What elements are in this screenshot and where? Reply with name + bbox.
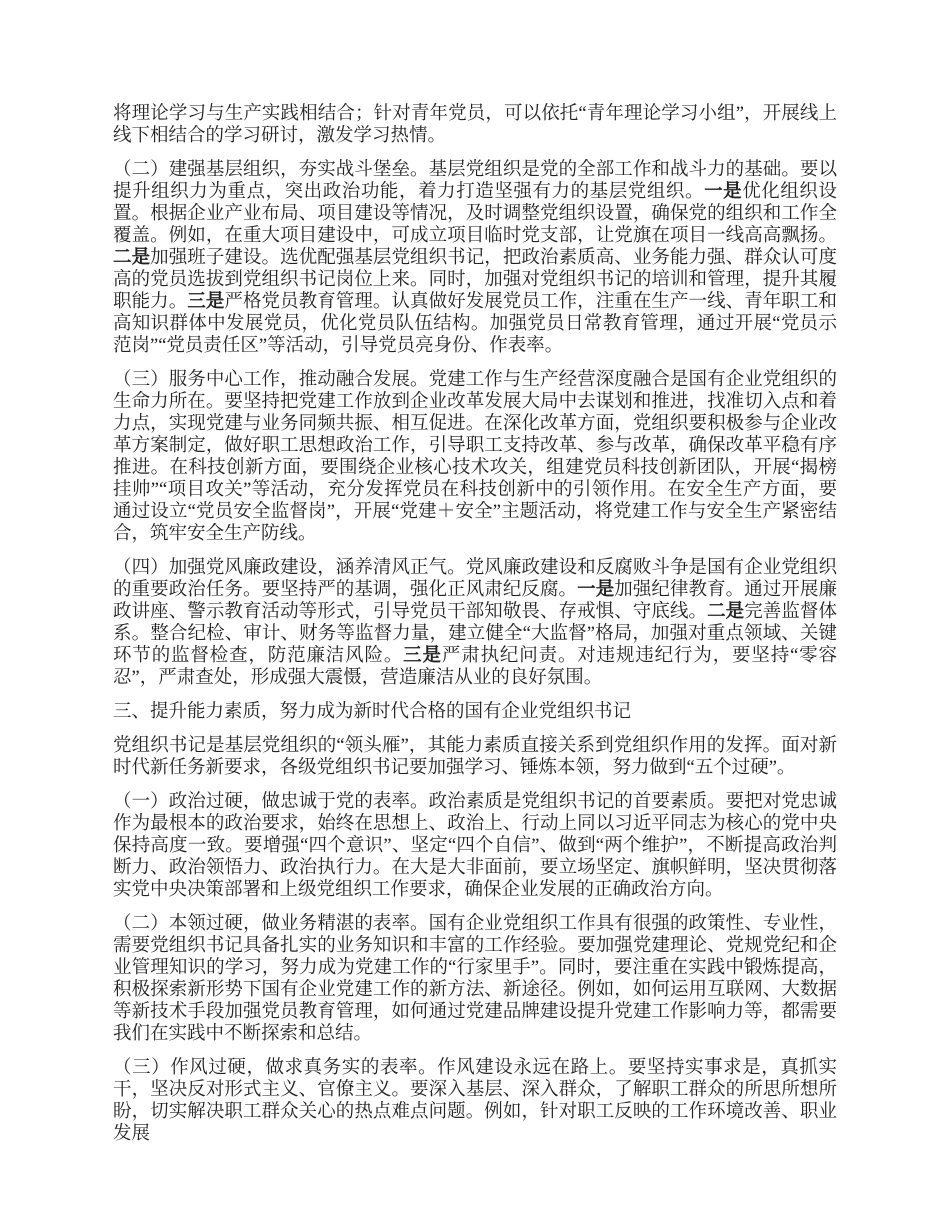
bold-text-run: 二是 xyxy=(113,248,151,268)
bold-text-run: 一是 xyxy=(577,580,615,600)
paragraph xyxy=(113,103,837,147)
bold-text-run: 二是 xyxy=(707,602,745,622)
bold-text-run: 三是 xyxy=(403,646,442,666)
text-run: （三）服务中心工作，推动融合发展。党建工作与生产经营深度融合是国有企业党组织的生命力所在。要坚持把党建工作放到企业改革发展大局中去谋划和推进，找准切入点和着力点，实现党建与业务同频共振、相互促进。在深化改革方面，党组织要积极参与企业改革方案制定，做好职工思想政治工作，引导职工支持改革、参与改革，确保改革平稳有序推进。在科技创新方面，要围绕企业核心技术攻关，组建党员科技创新团队，开展“揭榜挂帅”“项目攻关”等活动，充分发挥党员在科技创新中的引领作用。在安全生产方面，要通过设立“党员安全监督岗”，开展“党建＋安全”主题活动，将党建工作与安全生产紧密结合，筑牢安全生产防线。 xyxy=(113,370,837,544)
paragraph xyxy=(113,735,837,779)
bold-text-run: 三是 xyxy=(187,292,225,312)
text-run: （二）本领过硬，做业务精湛的表率。国有企业党组织工作具有很强的政策性、专业性，需要党组织书记具备扎实的业务知识和丰富的工作经验。要加强党建理论、党规党纪和企业管理知识的学习，努力成为党建工作的“行家里手”。同时，要注重在实践中锻炼提高，积极探索新形势下国有企业党建工作的新方法、新途径。例如，如何运用互联网、大数据等新技术手段加强党员教育管理，如何通过党建品牌建设提升党建工作影响力等，都需要我们在实践中不断探索和总结。 xyxy=(113,914,837,1044)
text-run: 将理论学习与生产实践相结合；针对青年党员，可以依托“青年理论学习小组”，开展线上线下相结合的学习研讨，激发学习热情。 xyxy=(113,104,837,146)
text-run: （一）政治过硬，做忠诚于党的表率。政治素质是党组织书记的首要素质。要把对党忠诚作为最根本的政治要求，始终在思想上、政治上、行动上同以习近平同志为核心的党中央保持高度一致。要增强“四个意识”、坚定“四个自信”、做到“两个维护”，不断提高政治判断力、政治领悟力、政治执行力。在大是大非面前，要立场坚定、旗帜鲜明，坚决贯彻落实党中央决策部署和上级党组织工作要求，确保企业发展的正确政治方向。 xyxy=(113,792,837,900)
document-body xyxy=(113,103,837,1145)
paragraph xyxy=(113,557,837,689)
text-run: 严肃执纪问责。对违规违纪行为，要坚持“零容忍”，严肃查处，形成强大震慑，营造廉洁从业的良好氛围。 xyxy=(113,646,837,688)
text-run: （二）建强基层组织，夯实战斗堡垒。基层党组织是党的全部工作和战斗力的基础。要以提升组织力为重点，突出政治功能，着力打造坚强有力的基层党组织。 xyxy=(113,160,837,202)
text-run: （四）加强党风廉政建设，涵养清风正气。党风廉政建设和反腐败斗争是国有企业党组织的重要政治任务。要坚持严的基调，强化正风肃纪反腐。 xyxy=(113,558,837,600)
paragraph xyxy=(113,159,837,357)
text-run: （三）作风过硬，做求真务实的表率。作风建设永远在路上。要坚持实事求是，真抓实干，坚决反对形式主义、官僚主义。要深入基层、深入群众，了解职工群众的所思所想所盼，切实解决职工群众关心的热点难点问题。例如，针对职工反映的工作环境改善、职业发展 xyxy=(113,1058,837,1144)
text-run: 完善监督体系。整合纪检、审计、财务等监督力量，建立健全“大监督”格局，加强对重点领域、关键环节的监督检查，防范廉洁风险。 xyxy=(113,602,837,666)
paragraph xyxy=(113,913,837,1045)
section-heading xyxy=(113,701,837,723)
paragraph xyxy=(113,1057,837,1145)
text-run: 三、提升能力素质，努力成为新时代合格的国有企业党组织书记 xyxy=(113,702,632,722)
paragraph xyxy=(113,369,837,545)
bold-text-run: 一是 xyxy=(704,182,743,202)
text-run: 加强班子建设。选优配强基层党组织书记，把政治素质高、业务能力强、群众认可度高的党员选拔到党组织书记岗位上来。同时，加强对党组织书记的培训和管理，提升其履职能力。 xyxy=(113,248,837,312)
text-run: 加强纪律教育。通过开展廉政讲座、警示教育活动等形式，引导党员干部知敬畏、存戒惧、守底线。 xyxy=(113,580,837,622)
text-run: 党组织书记是基层党组织的“领头雁”，其能力素质直接关系到党组织作用的发挥。面对新时代新任务新要求，各级党组织书记要加强学习、锤炼本领，努力做到“五个过硬”。 xyxy=(113,736,837,778)
text-run: 严格党员教育管理。认真做好发展党员工作，注重在生产一线、青年职工和高知识群体中发展党员，优化党员队伍结构。加强党员日常教育管理，通过开展“党员示范岗”“党员责任区”等活动，引导党员亮身份、作表率。 xyxy=(113,292,837,356)
text-run: 优化组织设置。根据企业产业布局、项目建设等情况，及时调整党组织设置，确保党的组织和工作全覆盖。例如，在重大项目建设中，可成立项目临时党支部，让党旗在项目一线高高飘扬。 xyxy=(113,182,837,246)
paragraph xyxy=(113,791,837,901)
